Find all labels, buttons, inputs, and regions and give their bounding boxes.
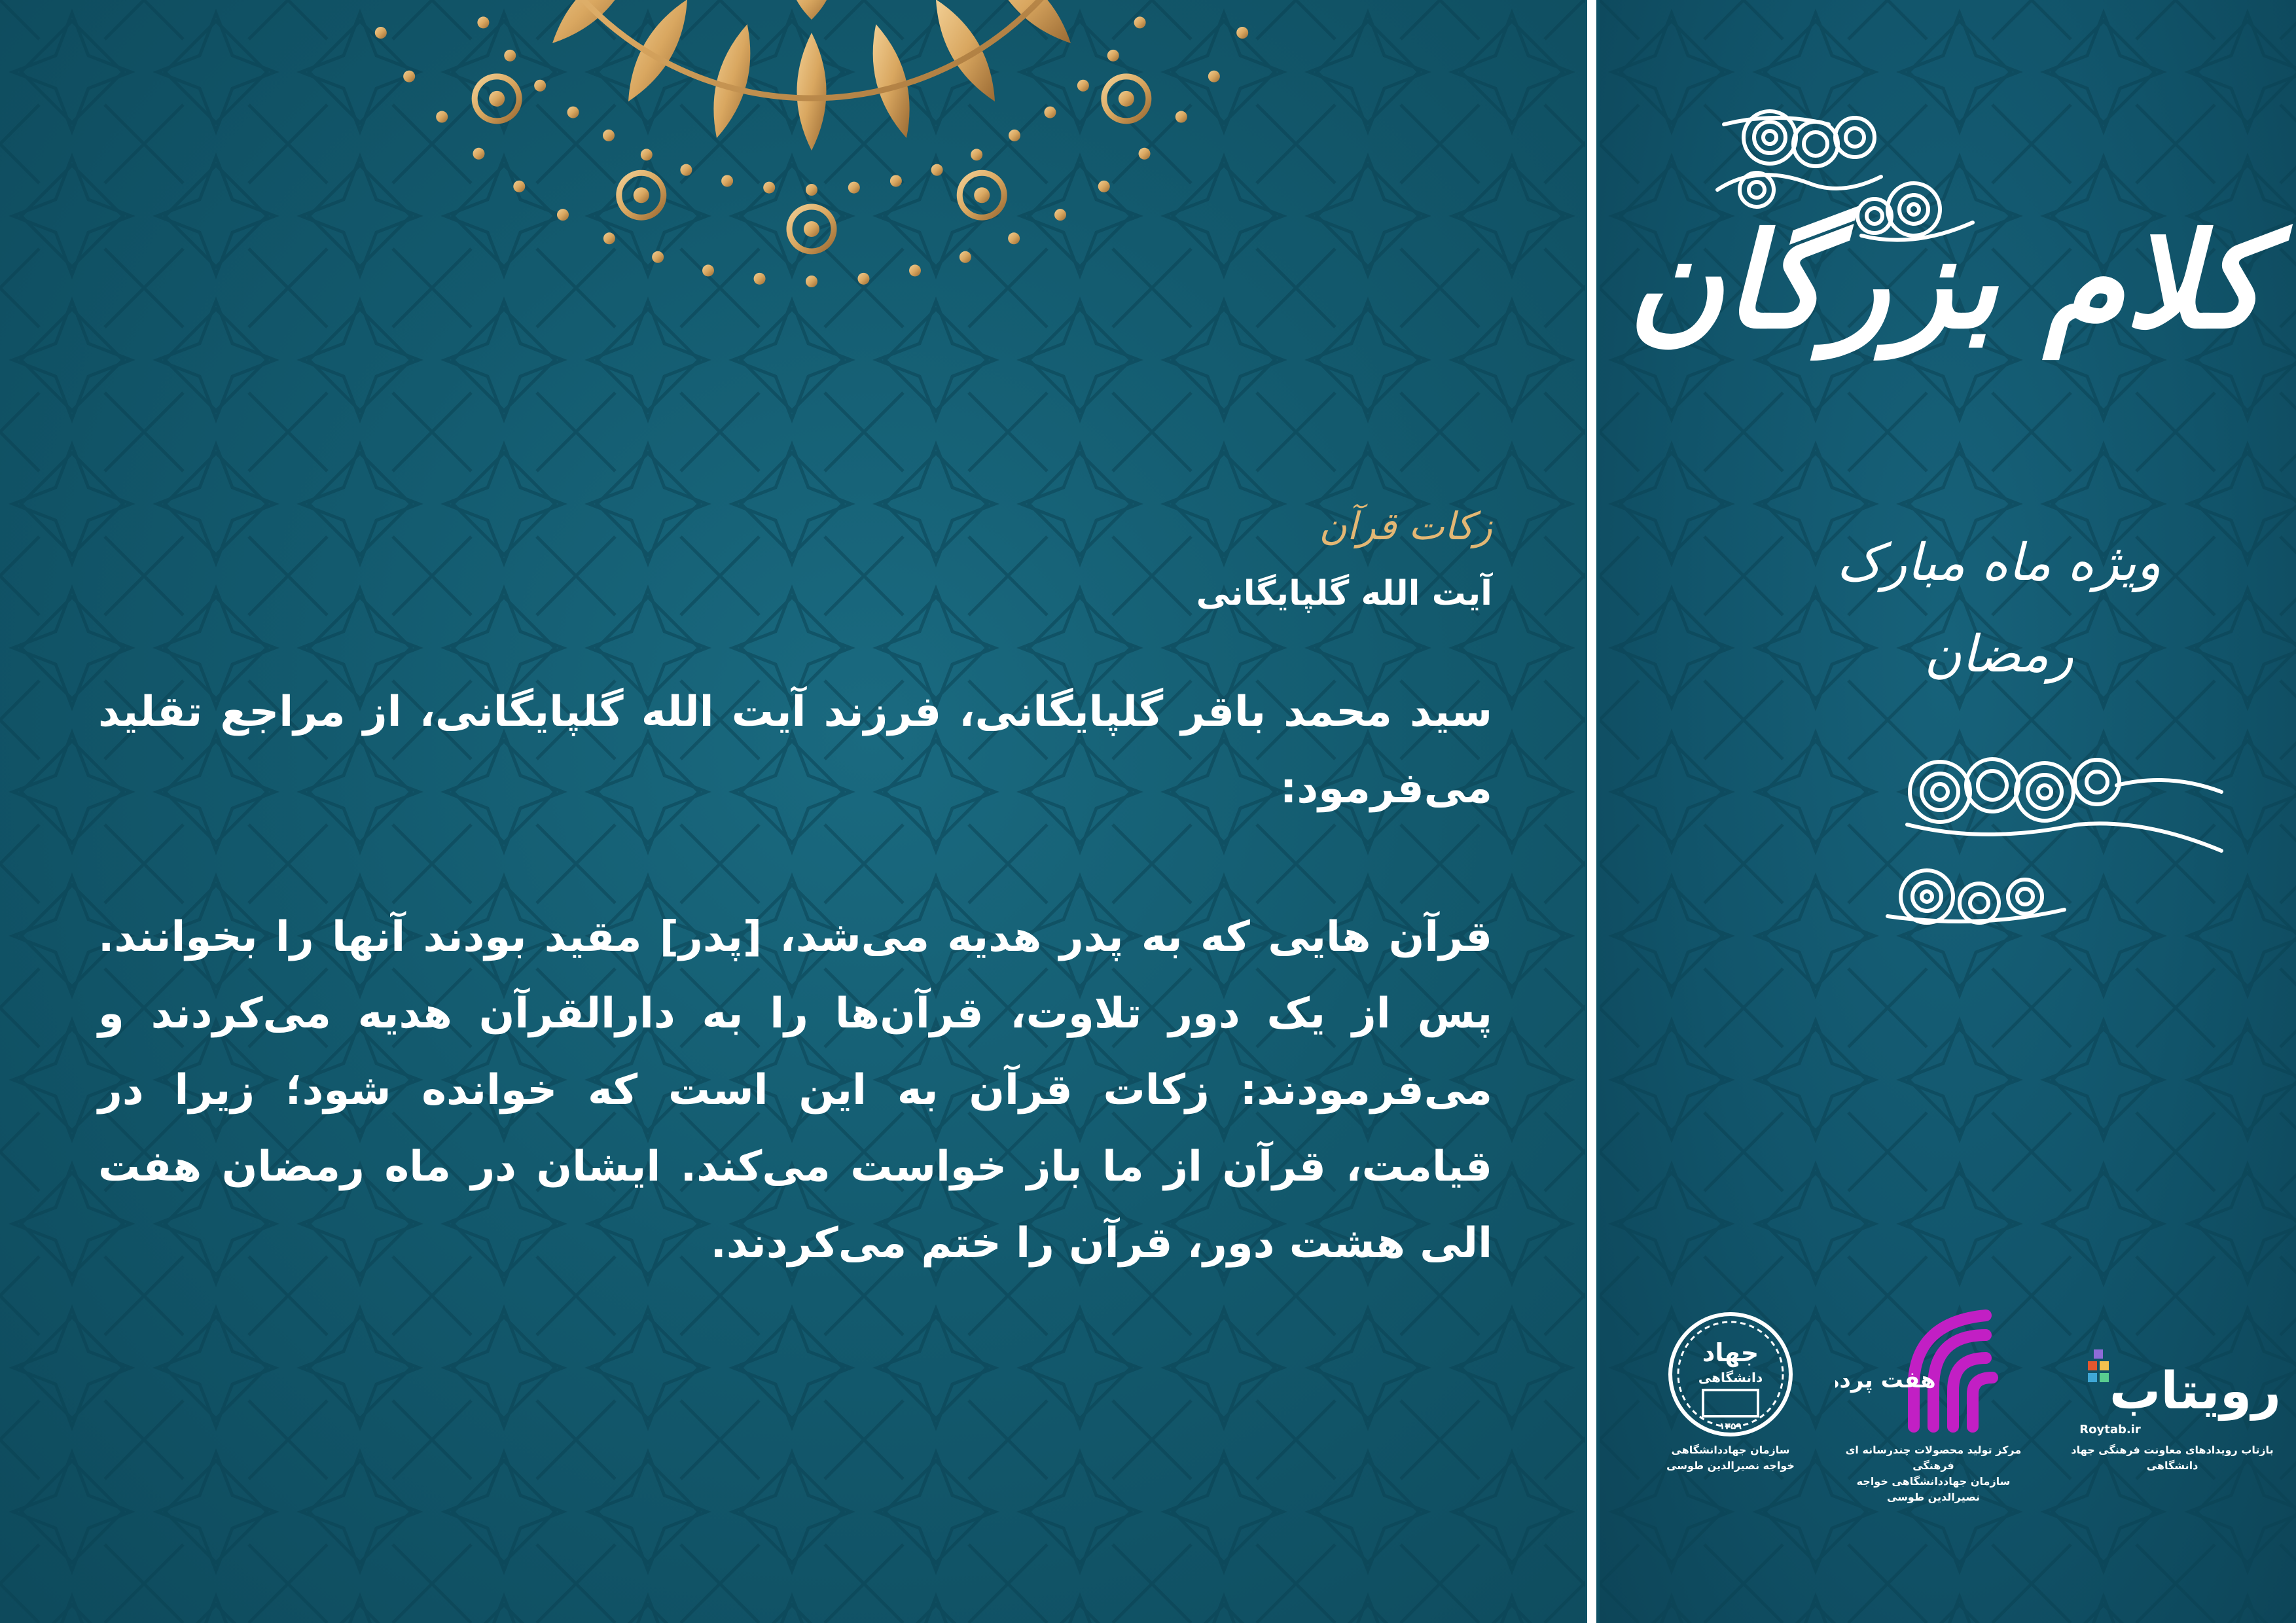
- article-title: زکات قرآن: [1319, 504, 1492, 548]
- article-body: قرآن هایی که به پدر هدیه می‌شد، [پدر] مقید بودند آنها را بخوانند. پس از یک دور تلاوت، قرآن‌ها را به دارالقرآن هدیه می‌کردند و می‌فرمودند: زکات قرآن به این است که خوانده شود؛ زیرا در قیامت، قرآن از ما باز خواست می‌کند. ایشان در ماه رمضان هفت الی هشت دور، قرآن را ختم می‌کردند.: [98, 912, 1492, 1268]
- vertical-divider: [1587, 0, 1596, 1623]
- article: [98, 504, 1492, 1354]
- roytab-color-squares-icon: [2088, 1349, 2109, 1382]
- jahad-caption-line2: خواجه نصیرالدین طوسی: [1666, 1459, 1795, 1472]
- roytab-caption: بازتاب رویدادهای معاونت فرهنگی جهاد دانشگاهی: [2071, 1444, 2274, 1472]
- roytab-emblem-icon: [2064, 1335, 2280, 1440]
- haftparde-emblem-icon: [1835, 1309, 2032, 1440]
- jahad-caption-line1: سازمان جهاددانشگاهی: [1671, 1444, 1790, 1456]
- jahad-sub: دانشگاهی: [1698, 1370, 1763, 1385]
- article-author: آیت الله گلپایگانی: [1196, 573, 1492, 613]
- logo-haftparde: [1835, 1309, 2032, 1505]
- article-intro: سید محمد باقر گلپایگانی، فرزند آیت الله گلپایگانی، از مراجع تقلید می‌فرمود:: [98, 687, 1492, 813]
- series-title: کلام بزرگان: [1628, 204, 2265, 358]
- roytab-name: رویتاب: [2109, 1362, 2280, 1421]
- jahad-emblem-icon: [1665, 1309, 1796, 1440]
- right-panel: [1600, 0, 2296, 1623]
- jahad-name: جهاد: [1702, 1338, 1759, 1367]
- haftparde-caption-line1: مرکز تولید محصولات چندرسانه ای فرهنگی: [1845, 1444, 2022, 1472]
- gold-mandala-ornament: [236, 0, 1388, 412]
- jahad-year: ۱۳۵۹: [1719, 1421, 1742, 1432]
- series-subtitle: [1796, 517, 2202, 700]
- series-subtitle-line1: ویژه ماه مبارک: [1837, 533, 2161, 592]
- haftparde-caption-line2: سازمان جهاددانشگاهی خواجه نصیرالدین طوسی: [1856, 1475, 2011, 1503]
- haftparde-name: هفت پرده: [1835, 1367, 1936, 1393]
- roytab-url: Roytab.ir: [2079, 1423, 2141, 1436]
- series-subtitle-line2: رمضان: [1924, 625, 2074, 684]
- cloud-ornament-bottom: [1881, 746, 2234, 942]
- logo-roytab: [2064, 1335, 2280, 1474]
- logo-jahad: [1665, 1309, 1796, 1474]
